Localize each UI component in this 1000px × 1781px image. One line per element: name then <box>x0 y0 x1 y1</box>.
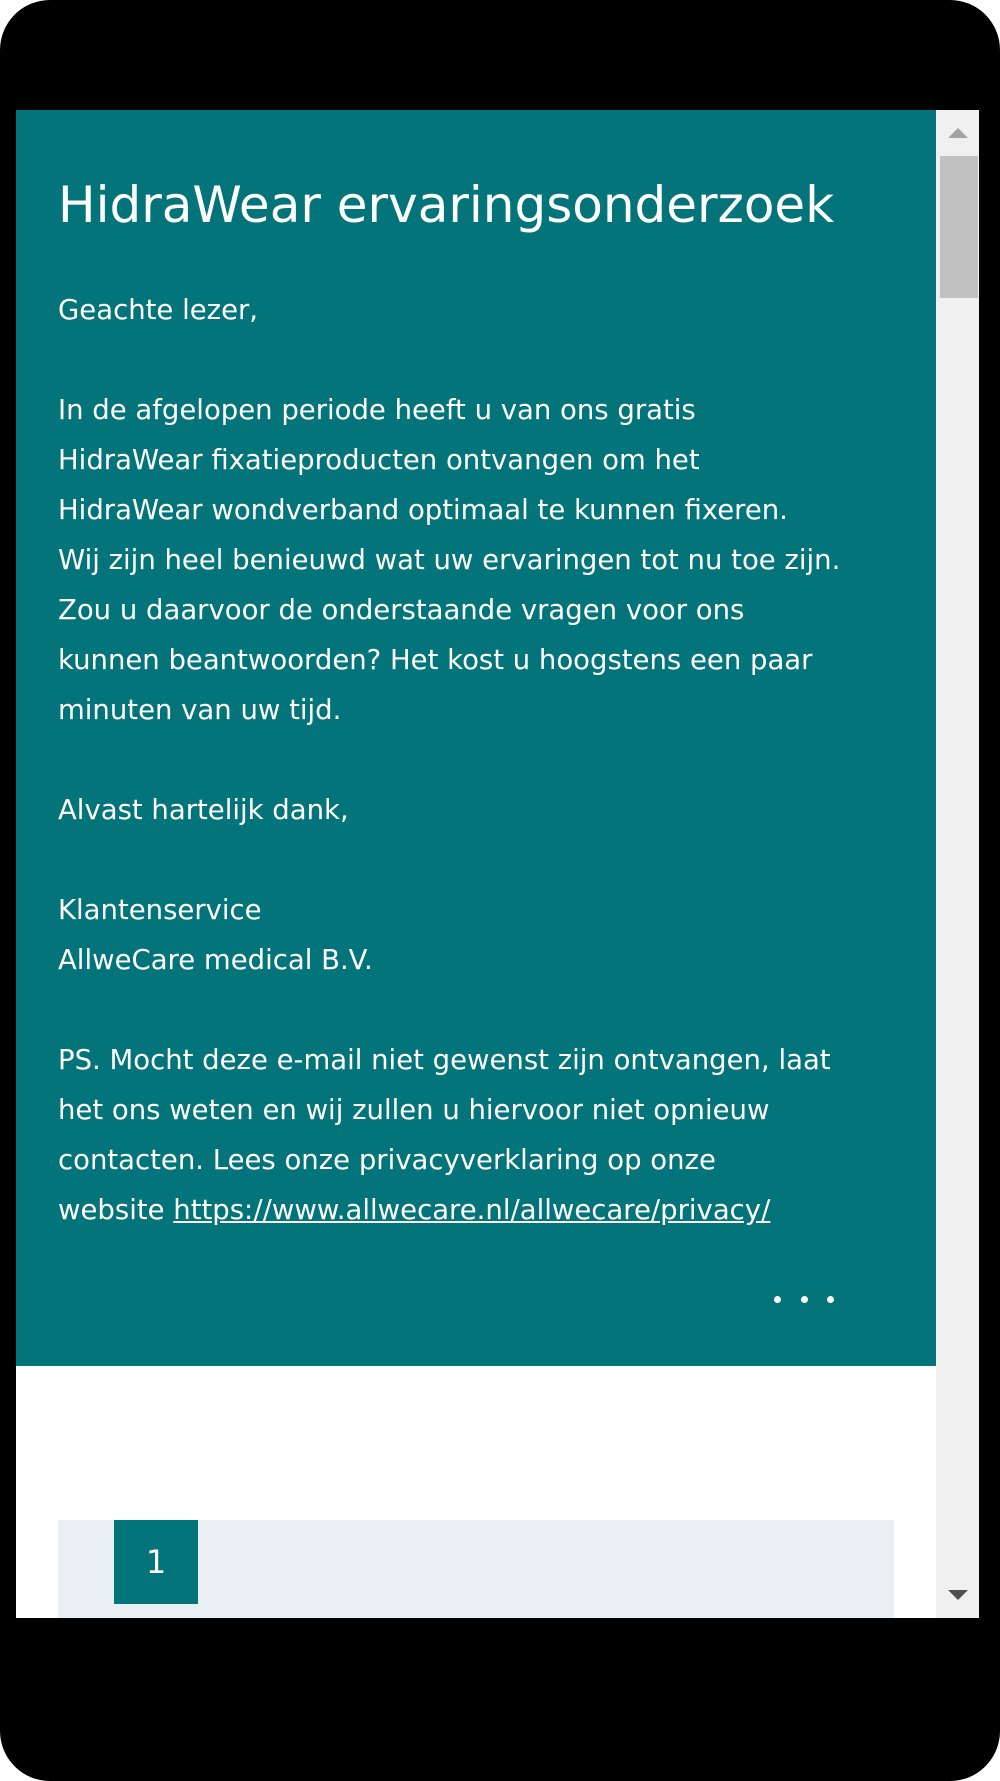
dot <box>827 1296 834 1303</box>
intro-line: Zou u daarvoor de onderstaande vragen voor ons <box>58 594 745 626</box>
intro-line: In de afgelopen periode heeft u van ons gratis <box>58 394 696 426</box>
intro-line: kunnen beantwoorden? Het kost u hoogstens een paar <box>58 644 813 676</box>
form-description <box>58 285 908 1235</box>
ps-website-label: website <box>58 1194 174 1226</box>
scrollbar-thumb[interactable] <box>940 156 978 298</box>
form-title: HidraWear ervaringsonderzoek <box>58 176 835 234</box>
dot <box>774 1296 781 1303</box>
blank-line <box>58 735 908 785</box>
signature-department: Klantenservice <box>58 894 262 926</box>
signature-company: AllweCare medical B.V. <box>58 944 373 976</box>
question-number-badge: 1 <box>114 1520 198 1604</box>
ellipsis-icon[interactable] <box>774 1286 834 1312</box>
intro-line: HidraWear fixatieproducten ontvangen om het <box>58 444 700 476</box>
intro-line: minuten van uw tijd. <box>58 694 342 726</box>
question-card <box>58 1520 894 1618</box>
ps-line: PS. Mocht deze e-mail niet gewenst zijn ontvangen, laat <box>58 1044 831 1076</box>
form-page <box>16 110 936 1618</box>
greeting-text: Geachte lezer, <box>58 294 259 326</box>
intro-line: HidraWear wondverband optimaal te kunnen fixeren. <box>58 494 788 526</box>
browser-viewport <box>16 110 979 1618</box>
privacy-link[interactable]: https://www.allwecare.nl/allwecare/privacy/ <box>173 1194 771 1226</box>
ps-last-line <box>58 1185 908 1235</box>
vertical-scrollbar[interactable] <box>936 110 979 1618</box>
scroll-up-arrow-icon[interactable] <box>948 128 968 138</box>
dot <box>801 1296 808 1303</box>
intro-line: Wij zijn heel benieuwd wat uw ervaringen tot nu toe zijn. <box>58 544 841 576</box>
ps-line: contacten. Lees onze privacyverklaring op onze <box>58 1144 716 1176</box>
blank-line <box>58 835 908 885</box>
thanks-text: Alvast hartelijk dank, <box>58 794 349 826</box>
blank-line <box>58 985 908 1035</box>
form-header <box>16 110 936 1366</box>
ps-line: het ons weten en wij zullen u hiervoor niet opnieuw <box>58 1094 770 1126</box>
scroll-down-arrow-icon[interactable] <box>948 1590 968 1600</box>
blank-line <box>58 335 908 385</box>
